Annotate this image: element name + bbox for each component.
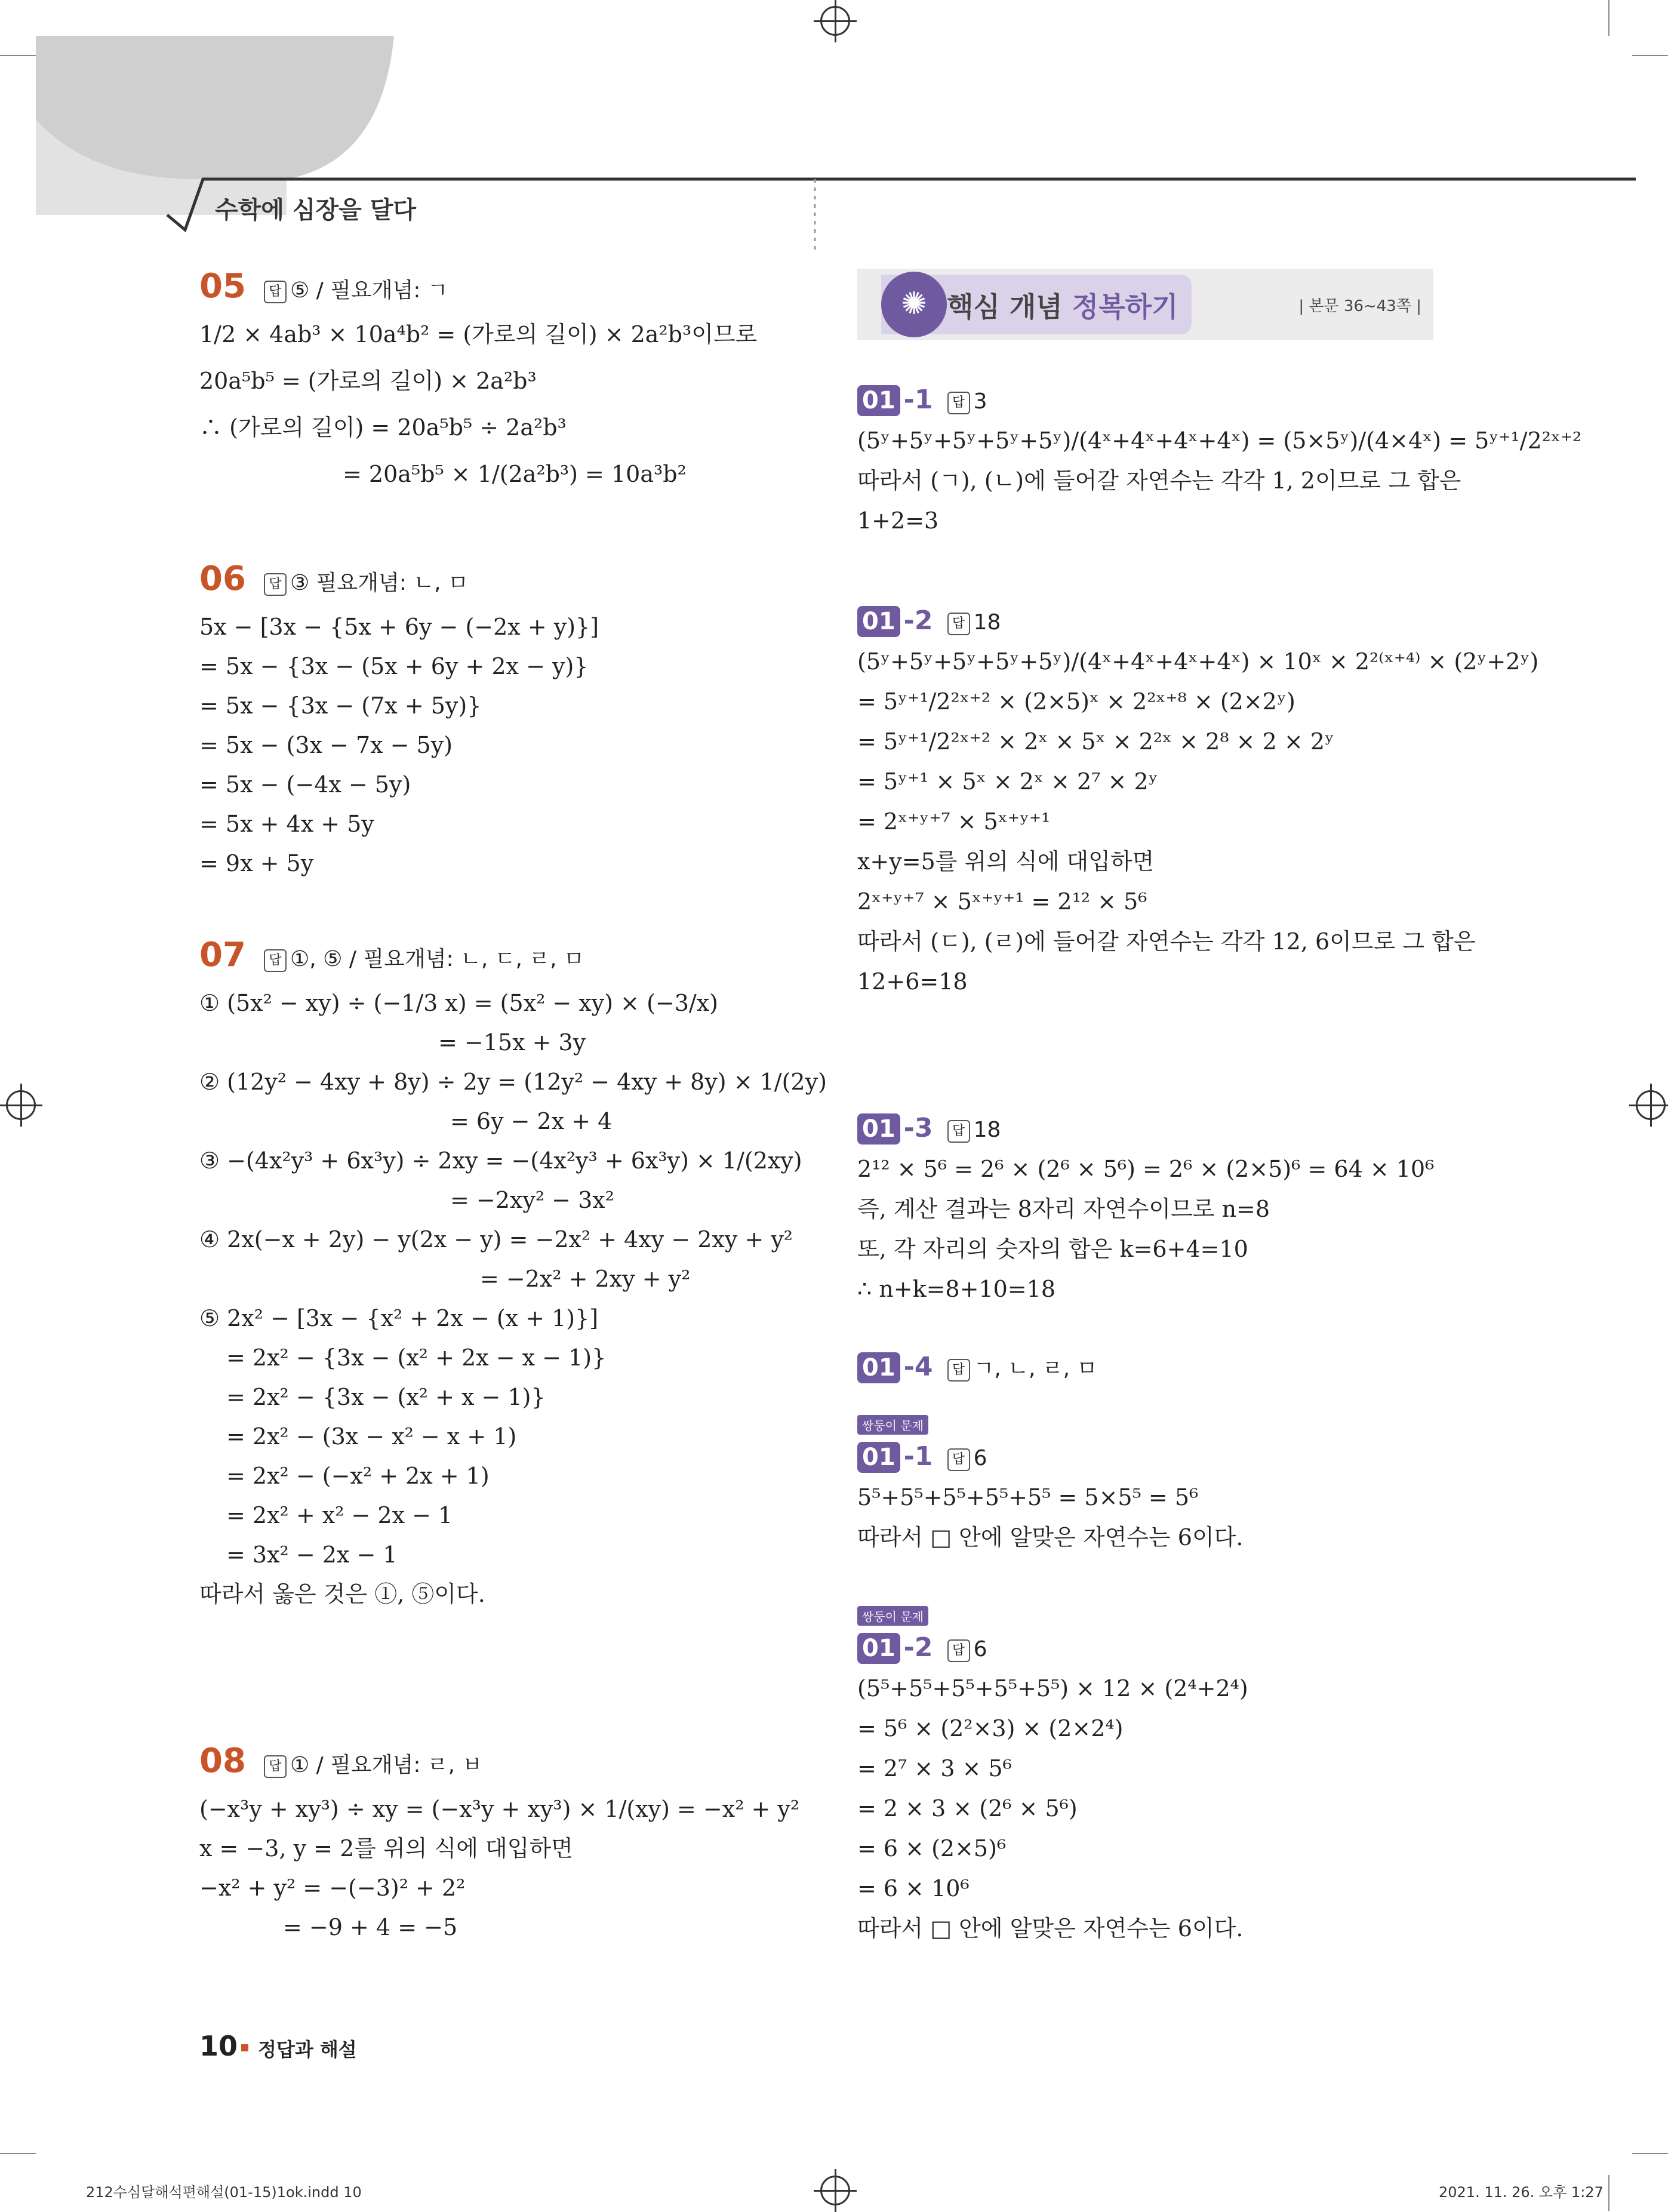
solution-line: = −2xy² − 3x² bbox=[450, 1187, 614, 1213]
problem-badge: 01 bbox=[857, 606, 900, 637]
solution-line: = 5ʸ⁺¹/2²ˣ⁺² × (2×5)ˣ × 2²ˣ⁺⁸ × (2×2ʸ) bbox=[857, 688, 1295, 715]
answer-text: 18 bbox=[973, 610, 1001, 635]
answer-text: ㄱ, ㄴ, ㄹ, ㅁ bbox=[973, 1356, 1098, 1381]
solution-line: 따라서 □ 안에 알맞은 자연수는 6이다. bbox=[857, 1524, 1244, 1550]
solution-line: = 6y − 2x + 4 bbox=[450, 1108, 613, 1134]
solution-line: = −2x² + 2xy + y² bbox=[480, 1266, 691, 1292]
problem-heading bbox=[857, 603, 1001, 641]
solution-line: = 2 × 3 × (2⁶ × 5⁶) bbox=[857, 1795, 1078, 1822]
problem-heading bbox=[857, 382, 987, 420]
banner-title-a: 핵심 개념 bbox=[947, 291, 1072, 323]
problem-heading bbox=[857, 1110, 1001, 1148]
answer-text: 6 bbox=[973, 1637, 987, 1662]
solution-line: ∴ n+k=8+10=18 bbox=[857, 1276, 1055, 1302]
solution-line: = −9 + 4 = −5 bbox=[283, 1914, 458, 1940]
solution-line: = 6 × (2×5)⁶ bbox=[857, 1835, 1007, 1862]
answer-icon: 답 bbox=[947, 613, 970, 635]
solution-line: = 2ˣ⁺ʸ⁺⁷ × 5ˣ⁺ʸ⁺¹ bbox=[857, 808, 1051, 835]
problem-suffix: -4 bbox=[903, 1352, 933, 1382]
solution-line: 따라서 (ㄱ), (ㄴ)에 들어갈 자연수는 각각 1, 2이므로 그 합은 bbox=[857, 467, 1461, 494]
crop-mark bbox=[1632, 2153, 1668, 2154]
answer-text: ① / 필요개념: ㄹ, ㅂ bbox=[290, 1753, 483, 1777]
problem-number: 06 bbox=[199, 559, 246, 598]
solution-line: = 2x² − {3x − (x² + x − 1)} bbox=[226, 1384, 546, 1410]
solution-line: 1/2 × 4ab³ × 10a⁴b² = (가로의 길이) × 2a²b³이므로 bbox=[199, 321, 758, 347]
solution-line: = 20a⁵b⁵ × 1/(2a²b³) = 10a³b² bbox=[343, 461, 687, 487]
crop-mark bbox=[0, 2153, 36, 2154]
answer-text: ①, ⑤ / 필요개념: ㄴ, ㄷ, ㄹ, ㅁ bbox=[290, 947, 584, 971]
solution-line: 즉, 계산 결과는 8자리 자연수이므로 n=8 bbox=[857, 1196, 1270, 1222]
solution-line: = 5x + 4x + 5y bbox=[199, 811, 374, 837]
answer-text: 18 bbox=[973, 1118, 1001, 1142]
solution-line: = 3x² − 2x − 1 bbox=[226, 1542, 398, 1568]
solution-line: = 5x − (−4x − 5y) bbox=[199, 771, 411, 798]
answer-text: 3 bbox=[973, 389, 987, 414]
solution-line: = 2x² − (−x² + 2x + 1) bbox=[226, 1463, 490, 1489]
slug-file: 212수심달해석편해설(01-15)1ok.indd 10 bbox=[86, 2184, 362, 2201]
solution-line: ① (5x² − xy) ÷ (−1/3 x) = (5x² − xy) × (−3/x) bbox=[199, 990, 718, 1016]
answer-icon: 답 bbox=[264, 1755, 287, 1778]
solution-line: (−x³y + xy³) ÷ xy = (−x³y + xy³) × 1/(xy) = −x² + y² bbox=[199, 1796, 800, 1822]
solution-line: ∴ (가로의 길이) = 20a⁵b⁵ ÷ 2a²b³ bbox=[199, 414, 567, 441]
solution-line: = 9x + 5y bbox=[199, 850, 314, 876]
solution-line: = 5ʸ⁺¹ × 5ˣ × 2ˣ × 2⁷ × 2ʸ bbox=[857, 768, 1158, 795]
solution-line: = 6 × 10⁶ bbox=[857, 1875, 970, 1902]
problem-heading bbox=[199, 269, 448, 309]
slug-date: 2021. 11. 26. 오후 1:27 bbox=[1439, 2184, 1604, 2201]
problem-heading bbox=[199, 937, 584, 977]
solution-line: (5ʸ+5ʸ+5ʸ+5ʸ+5ʸ)/(4ˣ+4ˣ+4ˣ+4ˣ) = (5×5ʸ)/(4×4ˣ) = 5ʸ⁺¹/2²ˣ⁺² bbox=[857, 427, 1582, 454]
answer-text: ⑤ / 필요개념: ㄱ bbox=[290, 278, 448, 303]
problem-badge: 01 bbox=[857, 1633, 900, 1664]
solution-line: 따라서 □ 안에 알맞은 자연수는 6이다. bbox=[857, 1915, 1244, 1942]
solution-line: ② (12y² − 4xy + 8y) ÷ 2y = (12y² − 4xy + 8y) × 1/(2y) bbox=[199, 1069, 827, 1095]
twin-problem-tag: 쌍둥이 문제 bbox=[857, 1606, 928, 1626]
banner-title-b: 정복하기 bbox=[1072, 291, 1178, 323]
answer-text: 6 bbox=[973, 1446, 987, 1470]
answer-icon: 답 bbox=[947, 392, 970, 414]
problem-heading bbox=[857, 1439, 987, 1476]
solution-line: 2ˣ⁺ʸ⁺⁷ × 5ˣ⁺ʸ⁺¹ = 2¹² × 5⁶ bbox=[857, 888, 1147, 915]
solution-line: 5⁵+5⁵+5⁵+5⁵+5⁵ = 5×5⁵ = 5⁶ bbox=[857, 1484, 1199, 1510]
problem-suffix: -1 bbox=[903, 1441, 933, 1472]
solution-line: ⑤ 2x² − [3x − {x² + 2x − (x + 1)}] bbox=[199, 1305, 599, 1331]
solution-line: = 5ʸ⁺¹/2²ˣ⁺² × 2ˣ × 5ˣ × 2²ˣ × 2⁸ × 2 × 2ʸ bbox=[857, 728, 1335, 755]
problem-heading bbox=[199, 1743, 482, 1783]
registration-mark-icon bbox=[820, 6, 850, 36]
solution-line: 5x − [3x − {5x + 6y − (−2x + y)}] bbox=[199, 614, 599, 640]
footer-bullet bbox=[241, 2044, 248, 2051]
footer-label: 정답과 해설 bbox=[258, 2038, 357, 2061]
solution-line: = 5x − (3x − 7x − 5y) bbox=[199, 732, 453, 758]
solution-line: 20a⁵b⁵ = (가로의 길이) × 2a²b³ bbox=[199, 368, 537, 394]
solution-line: 2¹² × 5⁶ = 2⁶ × (2⁶ × 5⁶) = 2⁶ × (2×5)⁶ = 64 × 10⁶ bbox=[857, 1156, 1435, 1182]
solution-line: 또, 각 자리의 숫자의 합은 k=6+4=10 bbox=[857, 1236, 1248, 1262]
problem-heading bbox=[857, 1349, 1097, 1387]
answer-text: ③ 필요개념: ㄴ, ㅁ bbox=[290, 571, 469, 595]
crop-mark bbox=[1608, 0, 1609, 36]
page-number: 10 bbox=[199, 2030, 238, 2062]
answer-icon: 답 bbox=[264, 573, 287, 596]
answer-icon: 답 bbox=[947, 1359, 970, 1382]
solution-line: 따라서 (ㄷ), (ㄹ)에 들어갈 자연수는 각각 12, 6이므로 그 합은 bbox=[857, 928, 1476, 955]
registration-mark-icon bbox=[1636, 1090, 1666, 1120]
solution-line: 12+6=18 bbox=[857, 968, 968, 995]
problem-badge: 01 bbox=[857, 385, 900, 416]
solution-line: = 5x − {3x − (7x + 5y)} bbox=[199, 693, 482, 719]
solution-line: = 2x² − (3x − x² − x + 1) bbox=[226, 1423, 517, 1450]
problem-number: 07 bbox=[199, 936, 246, 974]
problem-suffix: -3 bbox=[903, 1113, 933, 1143]
section-banner bbox=[857, 269, 1433, 340]
solution-line: (5ʸ+5ʸ+5ʸ+5ʸ+5ʸ)/(4ˣ+4ˣ+4ˣ+4ˣ) × 10ˣ × 2²⁽ˣ⁺⁴⁾ × (2ʸ+2ʸ) bbox=[857, 648, 1539, 675]
solution-line: = 5x − {3x − (5x + 6y + 2x − y)} bbox=[199, 653, 589, 679]
answer-icon: 답 bbox=[264, 949, 287, 972]
solution-line: (5⁵+5⁵+5⁵+5⁵+5⁵) × 12 × (2⁴+2⁴) bbox=[857, 1675, 1248, 1702]
answer-icon: 답 bbox=[947, 1448, 970, 1471]
registration-mark-icon bbox=[6, 1090, 36, 1120]
problem-number: 08 bbox=[199, 1742, 246, 1780]
solution-line: 따라서 옳은 것은 ①, ⑤이다. bbox=[199, 1581, 485, 1607]
problem-suffix: -2 bbox=[903, 605, 933, 636]
problem-badge: 01 bbox=[857, 1113, 900, 1145]
crop-mark bbox=[1632, 55, 1668, 56]
solution-line: x+y=5를 위의 식에 대입하면 bbox=[857, 848, 1155, 875]
solution-line: = 5⁶ × (2²×3) × (2×2⁴) bbox=[857, 1715, 1124, 1742]
answer-icon: 답 bbox=[947, 1120, 970, 1143]
solution-line: = 2x² + x² − 2x − 1 bbox=[226, 1502, 453, 1528]
solution-line: ④ 2x(−x + 2y) − y(2x − y) = −2x² + 4xy − 2xy + y² bbox=[199, 1226, 793, 1253]
answer-icon: 답 bbox=[947, 1639, 970, 1662]
problem-heading bbox=[199, 561, 469, 601]
problem-badge: 01 bbox=[857, 1442, 900, 1473]
header-title: 수학에 심장을 달다 bbox=[215, 196, 416, 224]
answer-icon: 답 bbox=[264, 281, 287, 303]
problem-suffix: -2 bbox=[903, 1632, 933, 1663]
solution-line: = 2⁷ × 3 × 5⁶ bbox=[857, 1755, 1012, 1782]
solution-line: −x² + y² = −(−3)² + 2² bbox=[199, 1875, 466, 1901]
problem-badge: 01 bbox=[857, 1352, 900, 1383]
twin-problem-tag: 쌍둥이 문제 bbox=[857, 1415, 928, 1435]
solution-line: x = −3, y = 2를 위의 식에 대입하면 bbox=[199, 1835, 573, 1862]
crop-mark bbox=[1608, 2175, 1609, 2211]
brain-icon: ✺ bbox=[901, 286, 927, 322]
solution-line: ③ −(4x²y³ + 6x³y) ÷ 2xy = −(4x²y³ + 6x³y) × 1/(2xy) bbox=[199, 1147, 802, 1174]
solution-line: = 2x² − {3x − (x² + 2x − x − 1)} bbox=[226, 1345, 607, 1371]
page-ref: | 본문 36~43쪽 | bbox=[1298, 297, 1421, 315]
solution-line: 1+2=3 bbox=[857, 507, 939, 534]
registration-mark-icon bbox=[820, 2176, 850, 2205]
problem-number: 05 bbox=[199, 267, 246, 306]
crop-mark bbox=[0, 55, 36, 56]
problem-suffix: -1 bbox=[903, 384, 933, 415]
solution-line: = −15x + 3y bbox=[438, 1029, 586, 1056]
problem-heading bbox=[857, 1630, 987, 1668]
